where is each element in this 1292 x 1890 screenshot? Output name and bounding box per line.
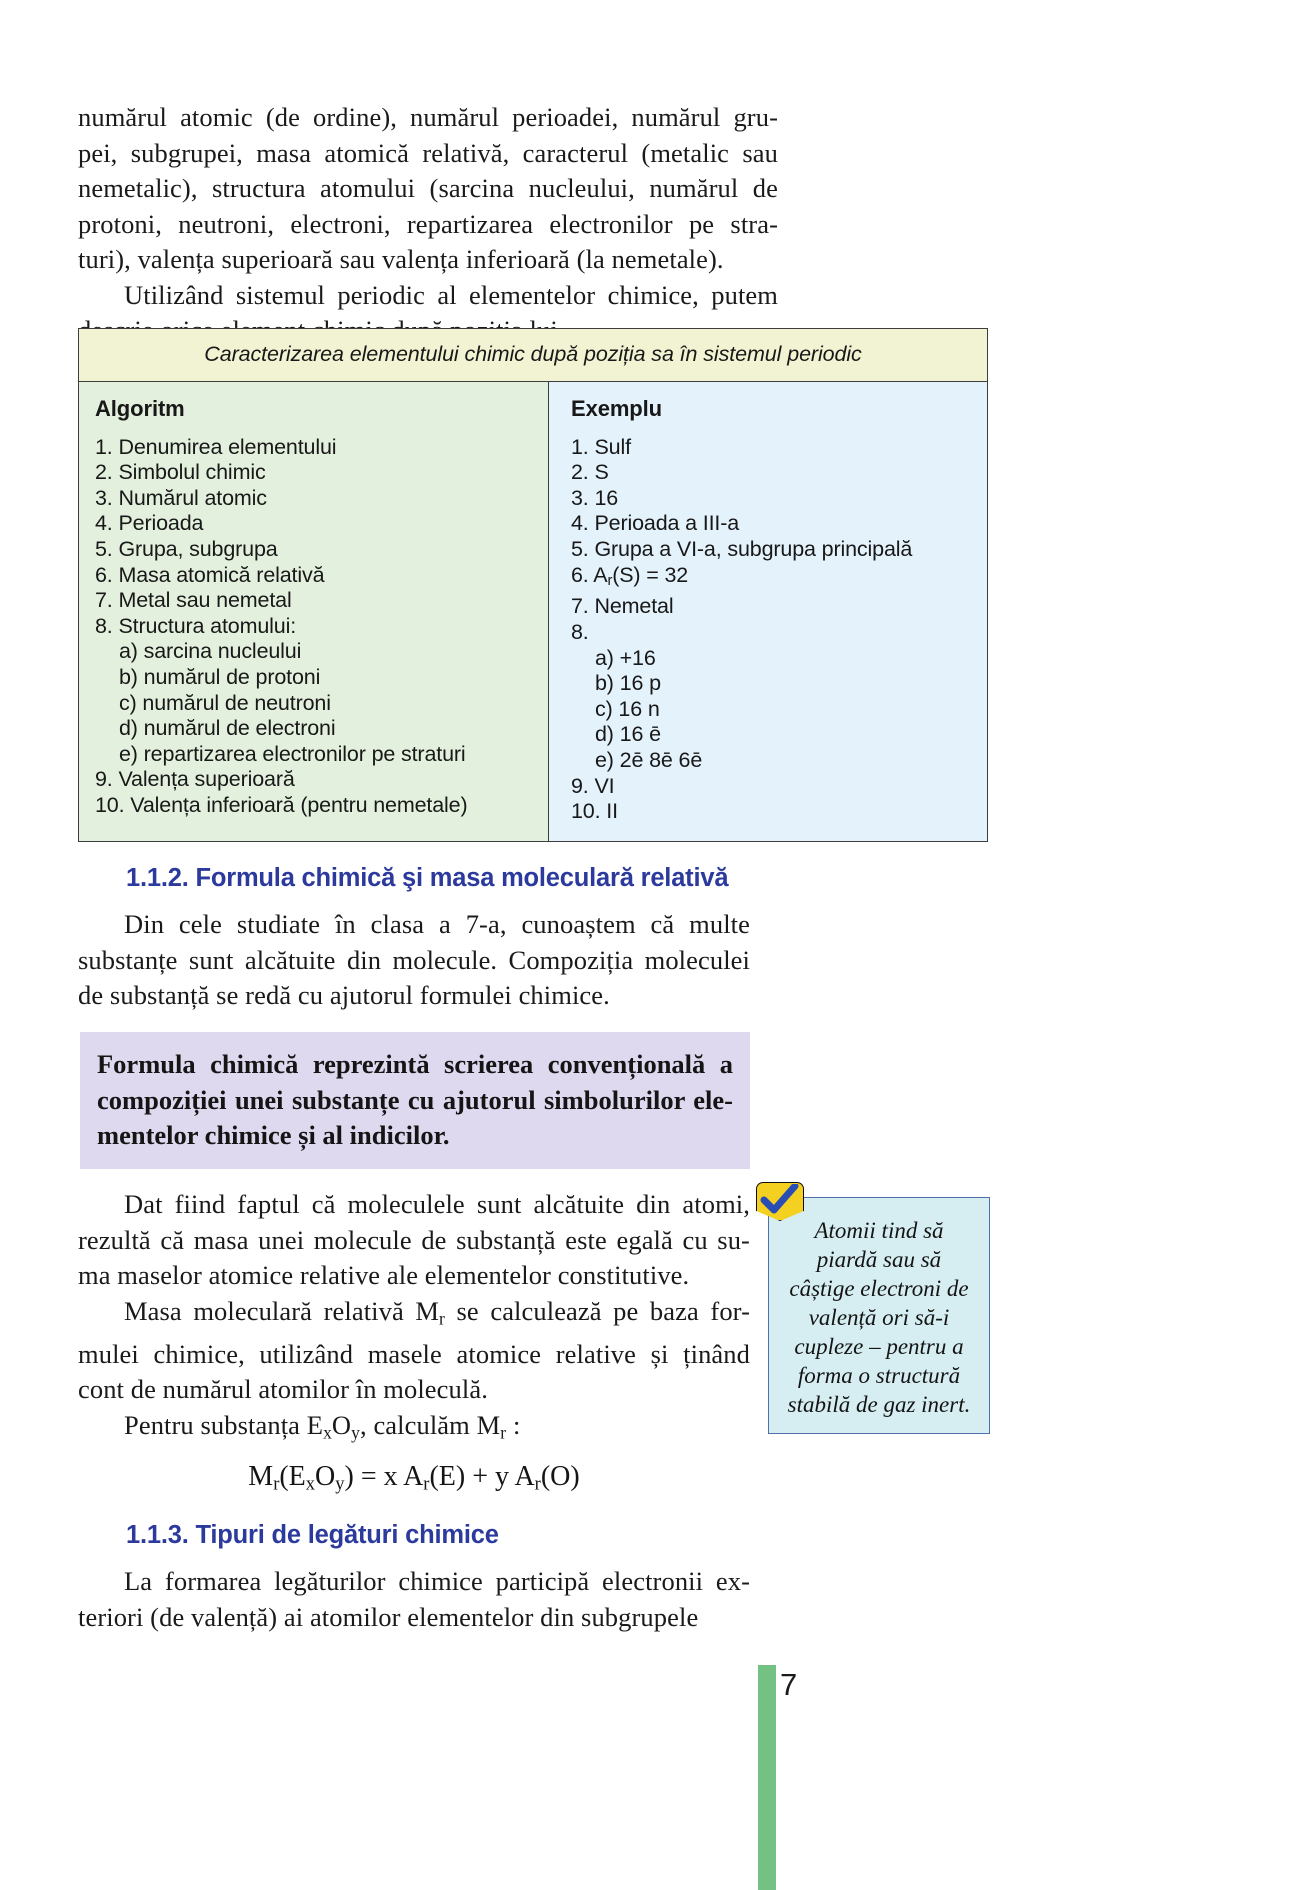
list-item: a) +16 [595,645,656,670]
formula-f: (O) [540,1461,580,1492]
check-glyph [760,1184,800,1218]
para113-line-1: La formarea legăturilor chimice participă electronii ex- [124,1566,750,1596]
column-header-exemplu: Exemplu [571,396,662,421]
list-item: 3. 16 [571,485,619,510]
note-line-5: cupleze – pentru a [794,1334,964,1359]
definition-line-1: Formula chimică reprezintă scrierea convențională a [97,1049,733,1079]
paramasa-line-2: mulei chimice, utilizând masele atomice relative și ținând [78,1338,750,1369]
page-footer-bar [758,1665,776,1890]
formula-b: (E [279,1461,306,1492]
list-item: 4. Perioada [95,511,204,536]
formula-c-sub: y [335,1473,345,1494]
list-item: 7. Nemetal [571,594,674,619]
pentru-mid2: , calculăm M [360,1410,501,1440]
list-item: c) numărul de neutroni [119,690,331,715]
list-item: a) sarcina nucleului [119,639,302,664]
paragraph-section-113 [78,1564,750,1635]
paradat-line-2: rezultă că masa unei molecule de substanță este egală cu su- [78,1224,750,1255]
formula-a-sub: r [273,1473,280,1494]
list-item: 4. Perioada a III-a [571,511,740,536]
pentru-sub-r: r [500,1422,507,1443]
table-caption: Caracterizarea elementului chimic după poziția sa în sistemul periodic [79,329,987,382]
formula-b-sub: x [305,1473,316,1494]
intro-line-5: turi), valența superioară sau valența inferioară (la nemetale). [78,244,724,274]
list-item: c) 16 n [595,696,660,721]
list-item: 5. Grupa, subgrupa [95,536,278,561]
intro-line-4: protoni, neutroni, electroni, repartizarea electronilor pe stra- [78,208,778,239]
formula-mr [78,1461,750,1495]
ar-suffix: (S) = 32 [612,562,689,587]
side-note-box [768,1197,990,1434]
algorithm-list [95,435,536,819]
definition-line-3: mentelor chimice și al indicilor. [97,1120,450,1150]
masa-post: se calculează pe baza for- [444,1296,750,1326]
list-item: 8. [571,619,589,644]
list-item: d) 16 ē [595,722,661,747]
list-item: 9. VI [571,773,615,798]
list-item: 6. Masa atomică relativă [95,562,325,587]
intro-line-6: Utilizând sistemul periodic al elementelor chimice, putem [124,279,778,310]
list-item: 1. Denumirea elementului [95,434,337,459]
paragraph-section-112 [78,907,750,1014]
intro-line-1: numărul atomic (de ordine), numărul perioadei, numărul gru- [78,102,778,132]
list-item: 9. Valența superioară [95,767,295,792]
pentru-mid-o: O [331,1410,352,1440]
paragraph-masa-moleculara [78,1294,750,1408]
formula-d-sub: r [423,1473,430,1494]
formula-d: ) = x A [344,1461,424,1492]
definition-box [80,1032,750,1169]
note-line-1: Atomii tind să [814,1218,944,1243]
pentru-post: : [506,1410,521,1440]
list-item: 8. Structura atomului: [95,613,297,638]
para112-line-1: Din cele studiate în clasa a 7-a, cunoaștem că multe [124,909,750,939]
formula-a: M [248,1461,274,1492]
table-column-example [549,382,987,841]
page-number: 7 [780,1667,798,1702]
example-list [571,435,975,825]
paradat-line-1: Dat fiind faptul că moleculele sunt alcătuite din atomi, [124,1189,750,1219]
list-item: e) 2ē 8ē 6ē [595,747,703,772]
formula-c: O [315,1461,336,1492]
table-column-algorithm [79,382,549,841]
section-heading-112: 1.1.2. Formula chimică şi masa moleculară relativă [126,864,729,892]
paramasa-line-1 [78,1294,750,1337]
note-line-6: forma o structură [797,1363,961,1388]
para113-line-2: teriori (de valență) ai atomilor elementelor din subgrupele [78,1601,699,1632]
pentru-sub-y: y [351,1422,360,1443]
ar-subscript: r [607,572,613,589]
list-item-relative-mass [571,563,975,595]
parapentru-line-1 [78,1408,750,1451]
list-item: 7. Metal sau nemetal [95,588,292,613]
note-line-2: piardă sau să [816,1247,942,1272]
table-body [79,382,987,841]
pentru-sub-x: x [323,1422,332,1443]
checkmark-badge-icon [756,1182,802,1222]
note-line-7: stabilă de gaz inert. [787,1392,971,1417]
pentru-pre: Pentru substanța E [124,1410,324,1440]
list-item: b) 16 p [595,671,661,696]
column-header-algoritm: Algoritm [95,396,185,421]
note-line-3: câștige electroni de [789,1276,969,1301]
list-item: 2. Simbolul chimic [95,460,266,485]
formula-e: (E) + y A [429,1461,535,1492]
list-item: 10. Valența inferioară (pentru nemetale) [95,792,468,817]
list-item: e) repartizarea electronilor pe straturi [119,741,466,766]
paragraph-dat-fiind [78,1187,750,1294]
list-item: d) numărul de electroni [119,716,336,741]
list-item: 3. Numărul atomic [95,485,267,510]
list-item: 2. S [571,460,609,485]
list-item: 1. Sulf [571,434,631,459]
para112-line-3: de substanță se redă cu ajutorul formulei chimice. [78,980,610,1010]
ar-prefix: 6. A [571,562,608,587]
algorithm-table [78,328,988,842]
masa-pre: Masa moleculară relativă M [124,1296,440,1326]
intro-line-3: nemetalic), structura atomului (sarcina nucleului, numărul de [78,173,778,203]
intro-paragraph [78,100,778,349]
formula-e-sub: r [534,1473,541,1494]
section-heading-113: 1.1.3. Tipuri de legături chimice [126,1521,499,1549]
list-item: b) numărul de protoni [119,664,321,689]
paradat-line-3: ma maselor atomice relative ale elementelor constitutive. [78,1260,690,1290]
intro-line-2: pei, subgrupei, masa atomică relativă, caracterul (metalic sau [78,137,778,168]
para112-line-2: substanțe sunt alcătuite din molecule. Compoziția moleculei [78,944,750,975]
note-line-4: valență ori să-i [808,1305,950,1330]
list-item: 10. II [571,799,618,824]
list-item: 5. Grupa a VI-a, subgrupa principală [571,536,913,561]
definition-line-2: compoziției unei substanțe cu ajutorul simbolurilor ele- [97,1084,733,1115]
masa-sub: r [439,1308,445,1329]
paragraph-pentru-substanta [78,1408,750,1451]
paramasa-line-3: cont de numărul atomilor în moleculă. [78,1374,488,1405]
